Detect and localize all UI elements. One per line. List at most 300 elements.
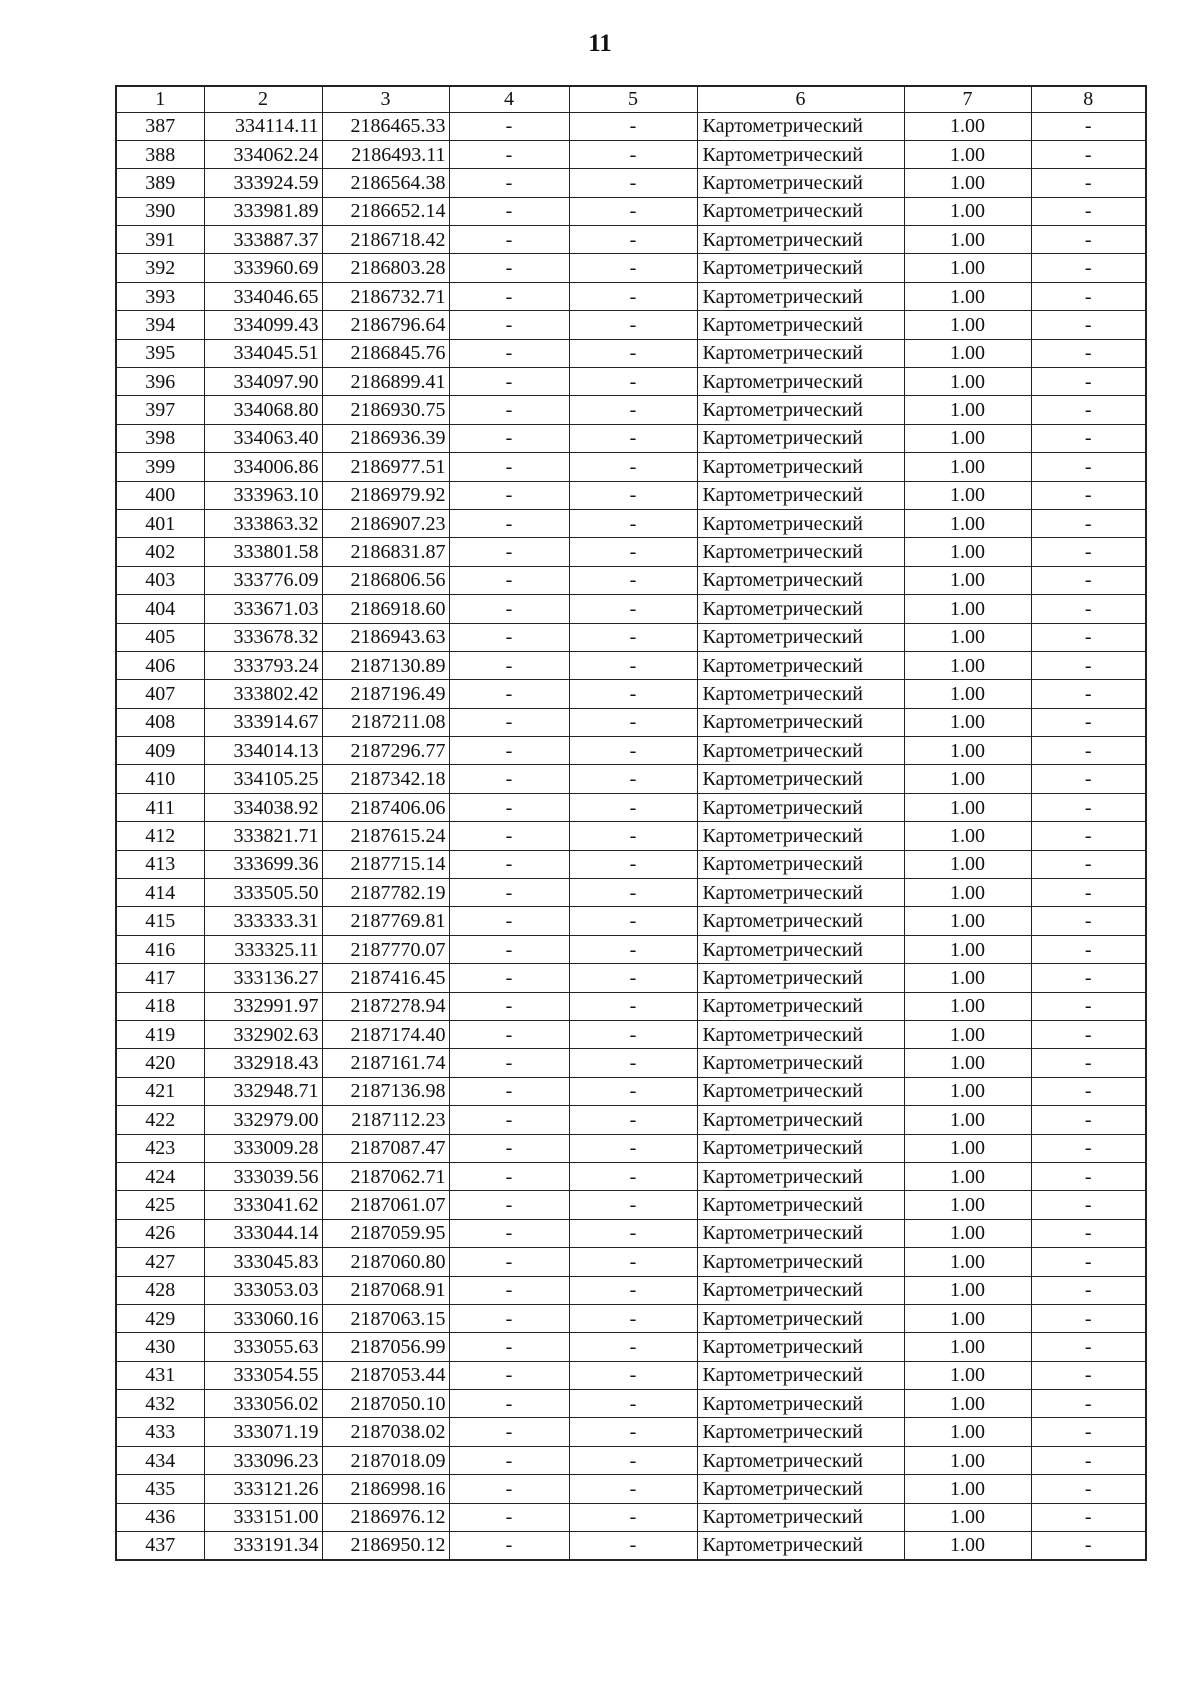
table-row <box>116 197 1146 225</box>
x-coordinate-cell: 334099.43 <box>204 311 322 339</box>
table-row <box>116 311 1146 339</box>
table-row <box>116 1191 1146 1219</box>
point-number-cell: 424 <box>116 1162 204 1190</box>
accuracy-cell: 1.00 <box>904 282 1031 310</box>
col4-cell: - <box>449 169 569 197</box>
table-row <box>116 509 1146 537</box>
col8-cell: - <box>1031 879 1146 907</box>
table-row <box>116 1361 1146 1389</box>
col5-cell: - <box>569 197 697 225</box>
x-coordinate-cell: 334006.86 <box>204 453 322 481</box>
y-coordinate-cell: 2186979.92 <box>322 481 449 509</box>
method-cell: Картометрический <box>697 1304 904 1332</box>
col5-cell: - <box>569 1446 697 1474</box>
table-row <box>116 595 1146 623</box>
x-coordinate-cell: 333678.32 <box>204 623 322 651</box>
method-cell: Картометрический <box>697 282 904 310</box>
accuracy-cell: 1.00 <box>904 396 1031 424</box>
col4-cell: - <box>449 282 569 310</box>
y-coordinate-cell: 2187715.14 <box>322 850 449 878</box>
col8-cell: - <box>1031 793 1146 821</box>
y-coordinate-cell: 2187018.09 <box>322 1446 449 1474</box>
col8-cell: - <box>1031 935 1146 963</box>
col4-cell: - <box>449 595 569 623</box>
table-row <box>116 1162 1146 1190</box>
accuracy-cell: 1.00 <box>904 680 1031 708</box>
point-number-cell: 398 <box>116 424 204 452</box>
table-row <box>116 1333 1146 1361</box>
y-coordinate-cell: 2187615.24 <box>322 822 449 850</box>
col5-cell: - <box>569 1475 697 1503</box>
y-coordinate-cell: 2187063.15 <box>322 1304 449 1332</box>
method-cell: Картометрический <box>697 424 904 452</box>
table-row <box>116 1304 1146 1332</box>
point-number-cell: 393 <box>116 282 204 310</box>
table-row <box>116 1418 1146 1446</box>
col5-cell: - <box>569 850 697 878</box>
method-cell: Картометрический <box>697 1361 904 1389</box>
accuracy-cell: 1.00 <box>904 907 1031 935</box>
col5-cell: - <box>569 907 697 935</box>
accuracy-cell: 1.00 <box>904 169 1031 197</box>
col8-cell: - <box>1031 1077 1146 1105</box>
col4-cell: - <box>449 1361 569 1389</box>
table-row <box>116 1106 1146 1134</box>
accuracy-cell: 1.00 <box>904 595 1031 623</box>
method-cell: Картометрический <box>697 1219 904 1247</box>
col8-cell: - <box>1031 538 1146 566</box>
method-cell: Картометрический <box>697 112 904 140</box>
table-row <box>116 566 1146 594</box>
x-coordinate-cell: 333963.10 <box>204 481 322 509</box>
column-header: 1 <box>116 86 204 112</box>
accuracy-cell: 1.00 <box>904 140 1031 168</box>
x-coordinate-cell: 333045.83 <box>204 1248 322 1276</box>
col5-cell: - <box>569 112 697 140</box>
col8-cell: - <box>1031 1021 1146 1049</box>
accuracy-cell: 1.00 <box>904 112 1031 140</box>
col8-cell: - <box>1031 1361 1146 1389</box>
y-coordinate-cell: 2187196.49 <box>322 680 449 708</box>
method-cell: Картометрический <box>697 680 904 708</box>
x-coordinate-cell: 334097.90 <box>204 368 322 396</box>
method-cell: Картометрический <box>697 566 904 594</box>
point-number-cell: 399 <box>116 453 204 481</box>
method-cell: Картометрический <box>697 169 904 197</box>
col8-cell: - <box>1031 112 1146 140</box>
accuracy-cell: 1.00 <box>904 1532 1031 1560</box>
accuracy-cell: 1.00 <box>904 708 1031 736</box>
col8-cell: - <box>1031 481 1146 509</box>
y-coordinate-cell: 2186950.12 <box>322 1532 449 1560</box>
table-row <box>116 1021 1146 1049</box>
table-row <box>116 964 1146 992</box>
col5-cell: - <box>569 453 697 481</box>
col4-cell: - <box>449 850 569 878</box>
point-number-cell: 421 <box>116 1077 204 1105</box>
column-header: 8 <box>1031 86 1146 112</box>
x-coordinate-cell: 334045.51 <box>204 339 322 367</box>
col5-cell: - <box>569 1077 697 1105</box>
point-number-cell: 388 <box>116 140 204 168</box>
y-coordinate-cell: 2187053.44 <box>322 1361 449 1389</box>
method-cell: Картометрический <box>697 1191 904 1219</box>
col8-cell: - <box>1031 424 1146 452</box>
accuracy-cell: 1.00 <box>904 793 1031 821</box>
x-coordinate-cell: 334014.13 <box>204 737 322 765</box>
method-cell: Картометрический <box>697 850 904 878</box>
col5-cell: - <box>569 793 697 821</box>
y-coordinate-cell: 2187406.06 <box>322 793 449 821</box>
method-cell: Картометрический <box>697 623 904 651</box>
col5-cell: - <box>569 1191 697 1219</box>
method-cell: Картометрический <box>697 1333 904 1361</box>
point-number-cell: 419 <box>116 1021 204 1049</box>
point-number-cell: 402 <box>116 538 204 566</box>
point-number-cell: 405 <box>116 623 204 651</box>
col5-cell: - <box>569 1021 697 1049</box>
col4-cell: - <box>449 1418 569 1446</box>
col8-cell: - <box>1031 1191 1146 1219</box>
point-number-cell: 413 <box>116 850 204 878</box>
x-coordinate-cell: 333924.59 <box>204 169 322 197</box>
point-number-cell: 404 <box>116 595 204 623</box>
table-row <box>116 112 1146 140</box>
x-coordinate-cell: 333053.03 <box>204 1276 322 1304</box>
point-number-cell: 427 <box>116 1248 204 1276</box>
point-number-cell: 434 <box>116 1446 204 1474</box>
accuracy-cell: 1.00 <box>904 765 1031 793</box>
col4-cell: - <box>449 1248 569 1276</box>
x-coordinate-cell: 333887.37 <box>204 226 322 254</box>
col4-cell: - <box>449 822 569 850</box>
col8-cell: - <box>1031 1162 1146 1190</box>
col4-cell: - <box>449 737 569 765</box>
point-number-cell: 390 <box>116 197 204 225</box>
accuracy-cell: 1.00 <box>904 509 1031 537</box>
table-row <box>116 140 1146 168</box>
coordinates-table <box>115 85 1147 1561</box>
point-number-cell: 422 <box>116 1106 204 1134</box>
accuracy-cell: 1.00 <box>904 1248 1031 1276</box>
accuracy-cell: 1.00 <box>904 1021 1031 1049</box>
point-number-cell: 423 <box>116 1134 204 1162</box>
col8-cell: - <box>1031 1333 1146 1361</box>
y-coordinate-cell: 2187050.10 <box>322 1390 449 1418</box>
x-coordinate-cell: 333863.32 <box>204 509 322 537</box>
x-coordinate-cell: 334105.25 <box>204 765 322 793</box>
col5-cell: - <box>569 623 697 651</box>
col8-cell: - <box>1031 680 1146 708</box>
point-number-cell: 403 <box>116 566 204 594</box>
col4-cell: - <box>449 509 569 537</box>
accuracy-cell: 1.00 <box>904 424 1031 452</box>
x-coordinate-cell: 334046.65 <box>204 282 322 310</box>
point-number-cell: 397 <box>116 396 204 424</box>
table-row <box>116 1532 1146 1560</box>
col5-cell: - <box>569 226 697 254</box>
method-cell: Картометрический <box>697 964 904 992</box>
col4-cell: - <box>449 1134 569 1162</box>
x-coordinate-cell: 333671.03 <box>204 595 322 623</box>
y-coordinate-cell: 2187056.99 <box>322 1333 449 1361</box>
col8-cell: - <box>1031 254 1146 282</box>
col5-cell: - <box>569 481 697 509</box>
accuracy-cell: 1.00 <box>904 1049 1031 1077</box>
point-number-cell: 410 <box>116 765 204 793</box>
col8-cell: - <box>1031 1418 1146 1446</box>
accuracy-cell: 1.00 <box>904 1162 1031 1190</box>
col4-cell: - <box>449 1191 569 1219</box>
y-coordinate-cell: 2187211.08 <box>322 708 449 736</box>
col8-cell: - <box>1031 169 1146 197</box>
method-cell: Картометрический <box>697 765 904 793</box>
column-header: 3 <box>322 86 449 112</box>
page-number: 11 <box>588 30 612 57</box>
col5-cell: - <box>569 964 697 992</box>
x-coordinate-cell: 333039.56 <box>204 1162 322 1190</box>
x-coordinate-cell: 333055.63 <box>204 1333 322 1361</box>
accuracy-cell: 1.00 <box>904 1106 1031 1134</box>
y-coordinate-cell: 2186493.11 <box>322 140 449 168</box>
col5-cell: - <box>569 140 697 168</box>
method-cell: Картометрический <box>697 1446 904 1474</box>
x-coordinate-cell: 333060.16 <box>204 1304 322 1332</box>
col8-cell: - <box>1031 1248 1146 1276</box>
x-coordinate-cell: 333960.69 <box>204 254 322 282</box>
column-header: 6 <box>697 86 904 112</box>
col5-cell: - <box>569 254 697 282</box>
table-row <box>116 1276 1146 1304</box>
accuracy-cell: 1.00 <box>904 737 1031 765</box>
point-number-cell: 420 <box>116 1049 204 1077</box>
point-number-cell: 435 <box>116 1475 204 1503</box>
y-coordinate-cell: 2187770.07 <box>322 935 449 963</box>
point-number-cell: 392 <box>116 254 204 282</box>
y-coordinate-cell: 2187068.91 <box>322 1276 449 1304</box>
col5-cell: - <box>569 680 697 708</box>
accuracy-cell: 1.00 <box>904 311 1031 339</box>
x-coordinate-cell: 333096.23 <box>204 1446 322 1474</box>
table-row <box>116 226 1146 254</box>
col4-cell: - <box>449 1333 569 1361</box>
table-row <box>116 1049 1146 1077</box>
point-number-cell: 430 <box>116 1333 204 1361</box>
accuracy-cell: 1.00 <box>904 226 1031 254</box>
method-cell: Картометрический <box>697 1049 904 1077</box>
table-row <box>116 1219 1146 1247</box>
col8-cell: - <box>1031 282 1146 310</box>
col4-cell: - <box>449 935 569 963</box>
col5-cell: - <box>569 1304 697 1332</box>
accuracy-cell: 1.00 <box>904 1304 1031 1332</box>
col4-cell: - <box>449 1219 569 1247</box>
accuracy-cell: 1.00 <box>904 964 1031 992</box>
y-coordinate-cell: 2186998.16 <box>322 1475 449 1503</box>
col5-cell: - <box>569 1333 697 1361</box>
col8-cell: - <box>1031 651 1146 679</box>
y-coordinate-cell: 2186465.33 <box>322 112 449 140</box>
point-number-cell: 408 <box>116 708 204 736</box>
accuracy-cell: 1.00 <box>904 992 1031 1020</box>
point-number-cell: 406 <box>116 651 204 679</box>
point-number-cell: 391 <box>116 226 204 254</box>
y-coordinate-cell: 2187059.95 <box>322 1219 449 1247</box>
col5-cell: - <box>569 1361 697 1389</box>
method-cell: Картометрический <box>697 538 904 566</box>
method-cell: Картометрический <box>697 1248 904 1276</box>
col5-cell: - <box>569 765 697 793</box>
col4-cell: - <box>449 1304 569 1332</box>
col4-cell: - <box>449 992 569 1020</box>
col4-cell: - <box>449 793 569 821</box>
col8-cell: - <box>1031 708 1146 736</box>
point-number-cell: 432 <box>116 1390 204 1418</box>
y-coordinate-cell: 2187278.94 <box>322 992 449 1020</box>
method-cell: Картометрический <box>697 1503 904 1531</box>
point-number-cell: 437 <box>116 1532 204 1560</box>
x-coordinate-cell: 333191.34 <box>204 1532 322 1560</box>
accuracy-cell: 1.00 <box>904 1134 1031 1162</box>
table-row <box>116 935 1146 963</box>
point-number-cell: 416 <box>116 935 204 963</box>
y-coordinate-cell: 2187061.07 <box>322 1191 449 1219</box>
table-row <box>116 907 1146 935</box>
col8-cell: - <box>1031 311 1146 339</box>
accuracy-cell: 1.00 <box>904 339 1031 367</box>
method-cell: Картометрический <box>697 481 904 509</box>
method-cell: Картометрический <box>697 651 904 679</box>
col5-cell: - <box>569 1049 697 1077</box>
y-coordinate-cell: 2186652.14 <box>322 197 449 225</box>
method-cell: Картометрический <box>697 1418 904 1446</box>
y-coordinate-cell: 2186936.39 <box>322 424 449 452</box>
method-cell: Картометрический <box>697 1276 904 1304</box>
col5-cell: - <box>569 282 697 310</box>
col5-cell: - <box>569 1532 697 1560</box>
col4-cell: - <box>449 396 569 424</box>
x-coordinate-cell: 333056.02 <box>204 1390 322 1418</box>
table-row <box>116 1446 1146 1474</box>
col4-cell: - <box>449 651 569 679</box>
table-row <box>116 282 1146 310</box>
point-number-cell: 429 <box>116 1304 204 1332</box>
col8-cell: - <box>1031 1304 1146 1332</box>
method-cell: Картометрический <box>697 935 904 963</box>
table-row <box>116 1248 1146 1276</box>
accuracy-cell: 1.00 <box>904 1219 1031 1247</box>
column-header: 2 <box>204 86 322 112</box>
point-number-cell: 396 <box>116 368 204 396</box>
accuracy-cell: 1.00 <box>904 538 1031 566</box>
accuracy-cell: 1.00 <box>904 368 1031 396</box>
table-row <box>116 737 1146 765</box>
x-coordinate-cell: 333981.89 <box>204 197 322 225</box>
method-cell: Картометрический <box>697 226 904 254</box>
x-coordinate-cell: 334114.11 <box>204 112 322 140</box>
col5-cell: - <box>569 708 697 736</box>
method-cell: Картометрический <box>697 708 904 736</box>
col8-cell: - <box>1031 623 1146 651</box>
accuracy-cell: 1.00 <box>904 1390 1031 1418</box>
y-coordinate-cell: 2187062.71 <box>322 1162 449 1190</box>
col4-cell: - <box>449 538 569 566</box>
accuracy-cell: 1.00 <box>904 1446 1031 1474</box>
table-row <box>116 169 1146 197</box>
column-header: 5 <box>569 86 697 112</box>
y-coordinate-cell: 2186977.51 <box>322 453 449 481</box>
accuracy-cell: 1.00 <box>904 1361 1031 1389</box>
col4-cell: - <box>449 453 569 481</box>
col8-cell: - <box>1031 566 1146 594</box>
col4-cell: - <box>449 112 569 140</box>
y-coordinate-cell: 2186976.12 <box>322 1503 449 1531</box>
col8-cell: - <box>1031 1390 1146 1418</box>
table-row <box>116 1134 1146 1162</box>
col8-cell: - <box>1031 509 1146 537</box>
y-coordinate-cell: 2187060.80 <box>322 1248 449 1276</box>
accuracy-cell: 1.00 <box>904 1333 1031 1361</box>
accuracy-cell: 1.00 <box>904 935 1031 963</box>
y-coordinate-cell: 2187038.02 <box>322 1418 449 1446</box>
accuracy-cell: 1.00 <box>904 1475 1031 1503</box>
table-row <box>116 396 1146 424</box>
method-cell: Картометрический <box>697 1475 904 1503</box>
y-coordinate-cell: 2187130.89 <box>322 651 449 679</box>
method-cell: Картометрический <box>697 311 904 339</box>
col5-cell: - <box>569 538 697 566</box>
x-coordinate-cell: 333071.19 <box>204 1418 322 1446</box>
x-coordinate-cell: 333136.27 <box>204 964 322 992</box>
col5-cell: - <box>569 595 697 623</box>
col5-cell: - <box>569 1276 697 1304</box>
col8-cell: - <box>1031 737 1146 765</box>
x-coordinate-cell: 333793.24 <box>204 651 322 679</box>
point-number-cell: 417 <box>116 964 204 992</box>
y-coordinate-cell: 2186899.41 <box>322 368 449 396</box>
col8-cell: - <box>1031 1446 1146 1474</box>
coordinates-table-wrapper <box>115 85 1145 1561</box>
col5-cell: - <box>569 935 697 963</box>
y-coordinate-cell: 2187161.74 <box>322 1049 449 1077</box>
table-body <box>116 112 1146 1560</box>
x-coordinate-cell: 333699.36 <box>204 850 322 878</box>
y-coordinate-cell: 2187087.47 <box>322 1134 449 1162</box>
method-cell: Картометрический <box>697 197 904 225</box>
accuracy-cell: 1.00 <box>904 1418 1031 1446</box>
point-number-cell: 415 <box>116 907 204 935</box>
method-cell: Картометрический <box>697 879 904 907</box>
accuracy-cell: 1.00 <box>904 254 1031 282</box>
col4-cell: - <box>449 1106 569 1134</box>
table-row <box>116 339 1146 367</box>
accuracy-cell: 1.00 <box>904 850 1031 878</box>
table-row <box>116 1077 1146 1105</box>
col4-cell: - <box>449 197 569 225</box>
col5-cell: - <box>569 1162 697 1190</box>
x-coordinate-cell: 333121.26 <box>204 1475 322 1503</box>
col8-cell: - <box>1031 850 1146 878</box>
method-cell: Картометрический <box>697 509 904 537</box>
accuracy-cell: 1.00 <box>904 453 1031 481</box>
accuracy-cell: 1.00 <box>904 879 1031 907</box>
x-coordinate-cell: 334038.92 <box>204 793 322 821</box>
col5-cell: - <box>569 1503 697 1531</box>
x-coordinate-cell: 333009.28 <box>204 1134 322 1162</box>
col8-cell: - <box>1031 822 1146 850</box>
col4-cell: - <box>449 680 569 708</box>
table-row <box>116 765 1146 793</box>
